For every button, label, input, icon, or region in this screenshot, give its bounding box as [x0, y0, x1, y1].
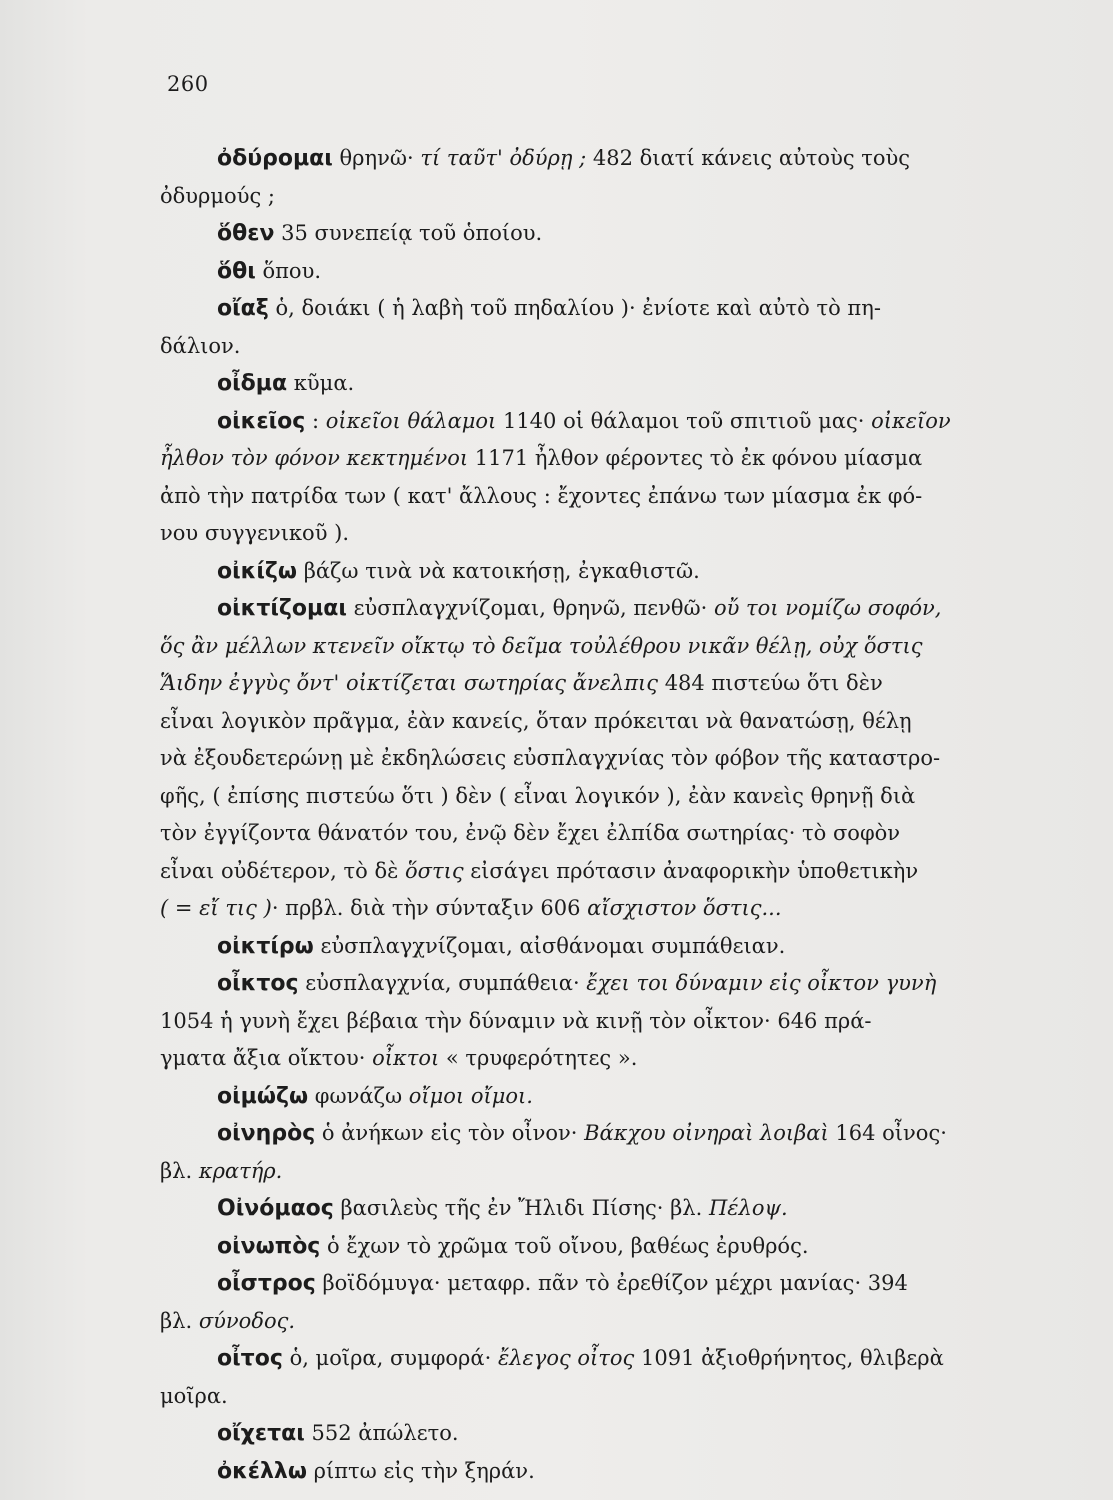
quotation: ὅστις [405, 858, 464, 883]
definition-text: γματα ἄξια οἴκτου· [160, 1046, 373, 1070]
headword: οἴχεται [217, 1421, 305, 1446]
definition-text: ὁ ἔχων τὸ χρῶμα τοῦ οἴνου, βαθέως ἐρυθρός. [320, 1233, 809, 1258]
headword: οἶστρος [217, 1271, 316, 1296]
headword: οἰνωπὸς [217, 1233, 321, 1259]
definition-text: 482 διατί κάνεις αὐτοὺς τοὺς [586, 146, 911, 170]
definition-text: εἶναι λογικὸν πρᾶγμα, ἐὰν κανείς, ὅταν πρόκειται νὰ θανατώσῃ, θέλῃ [160, 708, 912, 733]
definition-text: βλ. [160, 1308, 199, 1333]
quotation: Βάκχου οἰνηραὶ λοιβαὶ [584, 1121, 829, 1145]
text-line [160, 703, 1030, 741]
definition-text: εἶναι οὐδέτερον, τὸ δὲ [160, 858, 406, 883]
headword: ὅθι [217, 258, 256, 284]
text-line [160, 515, 1030, 553]
text-line [160, 1078, 1030, 1116]
definition-text: 1171 ἦλθον φέροντες τὸ ἐκ φόνου μίασμα [468, 446, 923, 470]
definition-text: βλ. [160, 1158, 199, 1183]
definition-text: ρίπτω εἰς τὴν ξηράν. [306, 1458, 535, 1483]
text-line [160, 253, 1030, 291]
text-line [160, 1153, 1030, 1191]
headword: ὀκέλλω [217, 1458, 307, 1484]
definition-text: νου συγγενικοῦ ). [160, 521, 350, 545]
definition-text: : [305, 408, 326, 433]
headword: Οἰνόμαος [217, 1196, 334, 1221]
quotation: ἔλεγος οἶτος [497, 1346, 635, 1370]
definition-text: βοϊδόμυγα· μεταφρ. πᾶν τὸ ἐρεθίζον μέχρι μανίας· 394 [315, 1271, 908, 1295]
definition-text: κῦμα. [287, 371, 355, 395]
quotation: τί ταῦτ' ὀδύρῃ ; [420, 146, 587, 170]
quotation: οἴμοι οἴμοι. [408, 1083, 533, 1108]
text-line [160, 478, 1030, 516]
text-line [160, 778, 1030, 816]
glossary-entries [160, 140, 1030, 1490]
text-line [160, 290, 1030, 328]
text-line [160, 1265, 1030, 1303]
text-line [160, 403, 1030, 441]
headword: οἰμώζω [217, 1083, 309, 1109]
text-line [160, 1040, 1030, 1078]
headword: οἰκεῖος [217, 408, 306, 434]
quotation: Πέλοψ. [708, 1196, 788, 1220]
definition-text: 35 συνεπείᾳ τοῦ ὁποίου. [274, 221, 543, 245]
headword: οἴαξ [217, 296, 269, 321]
definition-text: βασιλεὺς τῆς ἐν Ἤλιδι Πίσης· βλ. [333, 1196, 709, 1220]
text-line [160, 1453, 1030, 1491]
headword: οἰνηρὸς [217, 1121, 316, 1146]
text-line [160, 365, 1030, 403]
headword: οἰκτίζομαι [217, 596, 347, 621]
text-line [160, 890, 1030, 928]
definition-text: εὐσπλαγχνίζομαι, θρηνῶ, πενθῶ· [346, 596, 714, 620]
headword: οἶτος [217, 1346, 283, 1371]
text-line [160, 1340, 1030, 1378]
definition-text: 1140 οἱ θάλαμοι τοῦ σπιτιοῦ μας· [496, 408, 872, 433]
definition-text: 552 ἀπώλετο. [304, 1421, 459, 1445]
text-line [160, 328, 1030, 366]
definition-text: εἰσάγει πρότασιν ἀναφορικὴν ὑποθετικὴν [463, 858, 919, 883]
text-line [160, 1378, 1030, 1416]
quotation: οἶκτοι [372, 1046, 440, 1070]
quotation: κρατήρ. [198, 1158, 283, 1183]
text-line [160, 965, 1030, 1003]
definition-text: 1054 ἡ γυνὴ ἔχει βέβαια τὴν δύναμιν νὰ κινῇ τὸν οἶκτον· 646 πρά- [160, 1008, 872, 1033]
definition-text: · πρβλ. διὰ τὴν σύνταξιν 606 [271, 896, 588, 920]
definition-text: ὁ ἀνήκων εἰς τὸν οἶνον· [315, 1121, 585, 1145]
quotation: αἴσχιστον ὅστις... [587, 896, 782, 920]
text-line [160, 1115, 1030, 1153]
definition-text: φῆς, ( ἐπίσης πιστεύω ὅτι ) δὲν ( εἶναι λογικόν ), ἐὰν κανεὶς θρηνῇ διὰ [160, 783, 916, 808]
text-line [160, 590, 1030, 628]
definition-text: μοῖρα. [160, 1383, 228, 1408]
headword: οἰκίζω [217, 558, 298, 584]
quotation: ( = εἴ τις ) [160, 896, 272, 920]
headword: ὅθεν [217, 221, 275, 246]
definition-text: νὰ ἐξουδετερώνῃ μὲ ἐκδηλώσεις εὐσπλαγχνίας τὸν φόβον τῆς καταστρο- [160, 746, 941, 770]
definition-text: 1091 ἀξιοθρήνητος, θλιβερὰ [634, 1346, 944, 1370]
definition-text: θρηνῶ· [332, 146, 421, 170]
definition-text: εὐσπλαγχνία, συμπάθεια· [298, 971, 587, 995]
quotation: οἰκεῖον [871, 408, 951, 433]
text-line [160, 853, 1030, 891]
definition-text: βάζω τινὰ νὰ κατοικήσῃ, ἐγκαθιστῶ. [297, 558, 700, 583]
quotation: οὔ τοι νομίζω σοφόν, [713, 596, 942, 620]
definition-text: εὐσπλαγχνίζομαι, αἰσθάνομαι συμπάθειαν. [313, 933, 786, 958]
text-line [160, 140, 1030, 178]
definition-text: « τρυφερότητες ». [439, 1046, 638, 1070]
headword: οἶδμα [217, 371, 288, 396]
definition-text: ὅπου. [255, 258, 322, 283]
text-line [160, 1228, 1030, 1266]
definition-text: τὸν ἐγγίζοντα θάνατόν του, ἐνῷ δὲν ἔχει ἐλπίδα σωτηρίας· τὸ σοφὸν [160, 821, 901, 845]
headword: οἰκτίρω [217, 933, 314, 959]
text-line [160, 740, 1030, 778]
quotation: Ἅιδην ἐγγὺς ὄντ' οἰκτίζεται σωτηρίας ἄνελπις [160, 671, 659, 695]
quotation: σύνοδος. [198, 1308, 296, 1333]
quotation: οἰκεῖοι θάλαμοι [325, 408, 497, 433]
text-line [160, 815, 1030, 853]
quotation: ἦλθον τὸν φόνον κεκτημένοι [160, 446, 469, 470]
quotation: ὅς ἂν μέλλων κτενεῖν οἴκτῳ τὸ δεῖμα τοὐλέθρου νικᾶν θέλῃ, οὐχ ὅστις [160, 633, 923, 658]
text-line [160, 1303, 1030, 1341]
text-line [160, 553, 1030, 591]
definition-text: ἀπὸ τὴν πατρίδα των ( κατ' ἄλλους : ἔχοντες ἐπάνω των μίασμα ἐκ φό- [160, 483, 923, 508]
text-line [160, 215, 1030, 253]
text-line [160, 178, 1030, 216]
text-line [160, 665, 1030, 703]
definition-text: 164 οἶνος· [828, 1121, 947, 1145]
definition-text: 484 πιστεύω ὅτι δὲν [658, 671, 883, 695]
text-line [160, 1003, 1030, 1041]
text-line [160, 1190, 1030, 1228]
page-number: 260 [167, 72, 209, 96]
quotation: ἔχει τοι δύναμιν εἰς οἶκτον γυνὴ [586, 971, 937, 995]
text-line [160, 928, 1030, 966]
definition-text: ὀδυρμούς ; [160, 183, 275, 208]
definition-text: ὁ, μοῖρα, συμφορά· [282, 1346, 498, 1370]
text-line [160, 628, 1030, 666]
text-line [160, 440, 1030, 478]
headword: οἶκτος [217, 971, 299, 996]
definition-text: δάλιον. [160, 333, 241, 358]
definition-text: φωνάζω [308, 1083, 409, 1108]
text-line [160, 1415, 1030, 1453]
headword: ὀδύρομαι [217, 146, 333, 171]
definition-text: ὁ, δοιάκι ( ἡ λαβὴ τοῦ πηδαλίου )· ἐνίοτε καὶ αὐτὸ τὸ πη- [268, 296, 881, 320]
